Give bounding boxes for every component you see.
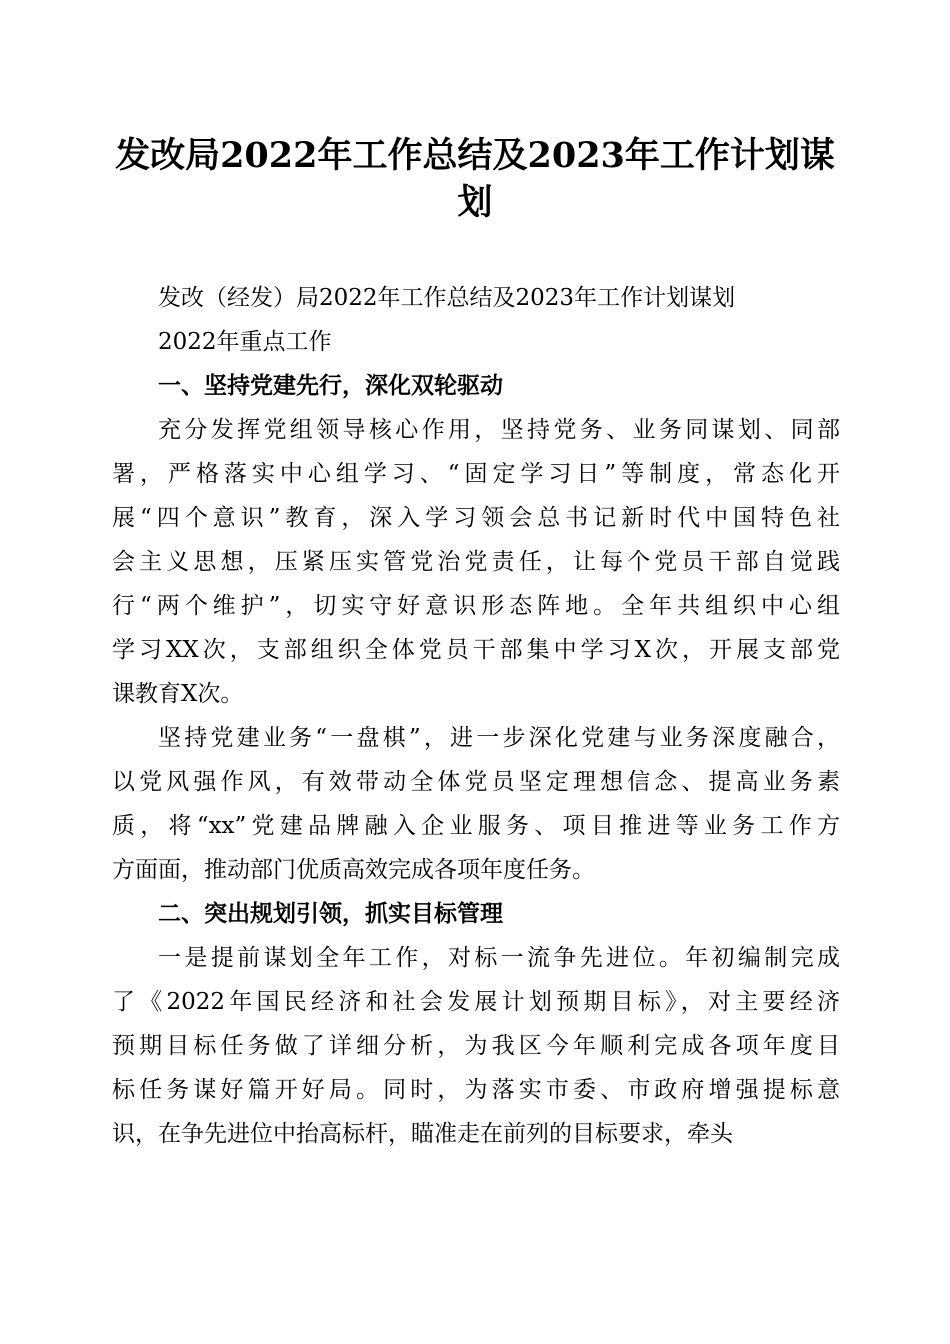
document-title [110, 132, 840, 226]
text-line: 预期目标任务做了详细分析，为我区今年顺利完成各项年度目 [112, 1033, 840, 1059]
text-line: 充分发挥党组领导核心作用，坚持党务、业务同谋划、同部 [158, 417, 840, 443]
title-line-1: 发改局2022年工作总结及2023年工作计划谋 [115, 135, 835, 176]
text-line: 标任务谋好篇开好局。同时，为落实市委、市政府增强提标意 [112, 1077, 840, 1103]
text-line: 质，将“xx”党建品牌融入企业服务、项目推进等业务工作方 [112, 813, 840, 839]
text-line: 二、突出规划引领，抓实目标管理 [158, 901, 503, 927]
section-heading [112, 364, 840, 408]
paragraph [112, 936, 840, 1156]
text-line: 坚持党建业务“一盘棋”，进一步深化党建与业务深度融合， [158, 725, 840, 751]
text-line: 学习XX次，支部组织全体党员干部集中学习X次，开展支部党 [112, 637, 840, 663]
text-line: 2022年重点工作 [158, 329, 332, 355]
text-line: 以党风强作风，有效带动全体党员坚定理想信念、提高业务素 [112, 769, 840, 795]
paragraph [112, 408, 840, 716]
text-line: 发改（经发）局2022年工作总结及2023年工作计划谋划 [158, 285, 736, 311]
text-line: 方面面，推动部门优质高效完成各项年度任务。 [112, 857, 595, 883]
document-body [112, 276, 840, 1156]
paragraph [112, 320, 840, 364]
text-line: 课教育X次。 [112, 681, 244, 707]
text-line: 会主义思想，压紧压实管党治党责任，让每个党员干部自觉践 [112, 549, 840, 575]
text-line: 展“四个意识”教育，深入学习领会总书记新时代中国特色社 [112, 505, 840, 531]
text-line: 了《2022年国民经济和社会发展计划预期目标》，对主要经济 [112, 989, 840, 1015]
text-line: 一、坚持党建先行，深化双轮驱动 [158, 373, 503, 399]
paragraph [112, 276, 840, 320]
title-line-2: 划 [457, 182, 493, 223]
paragraph [112, 716, 840, 892]
text-line: 署，严格落实中心组学习、“固定学习日”等制度，常态化开 [112, 461, 840, 487]
text-line: 行“两个维护”，切实守好意识形态阵地。全年共组织中心组 [112, 593, 840, 619]
section-heading [112, 892, 840, 936]
text-line: 一是提前谋划全年工作，对标一流争先进位。年初编制完成 [158, 945, 840, 971]
text-line: 识，在争先进位中抬高标杆，瞄准走在前列的目标要求，牵头 [112, 1121, 733, 1147]
